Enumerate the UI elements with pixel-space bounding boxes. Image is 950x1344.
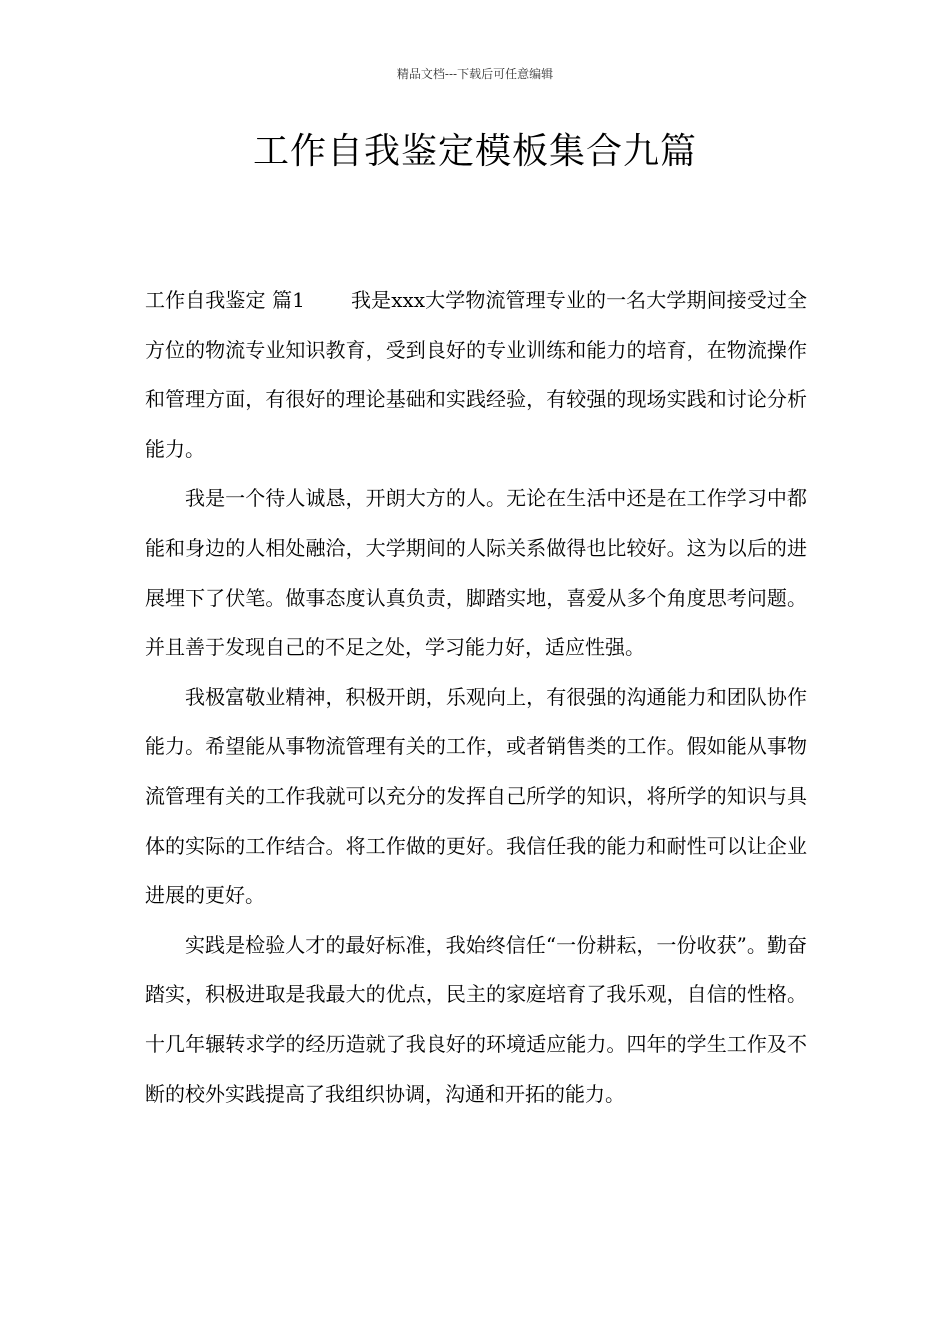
section-heading: 工作自我鉴定 篇1: [145, 288, 305, 312]
paragraph-4: 实践是检验人才的最好标准，我始终信任“一份耕耘，一份收获”。勤奋踏实，积极进取是我最大的优点，民主的家庭培育了我乐观，自信的性格。十几年辗转求学的经历造就了我良好的环境适应能力。四年的学生工作及不断的校外实践提高了我组织协调，沟通和开拓的能力。: [145, 932, 807, 1106]
document-body: [145, 276, 807, 1119]
paragraph-2: 我是一个待人诚恳，开朗大方的人。无论在生活中还是在工作学习中都能和身边的人相处融洽，大学期间的人际关系做得也比较好。这为以后的进展埋下了伏笔。做事态度认真负责，脚踏实地，喜爱从多个角度思考问题。并且善于发现自己的不足之处，学习能力好，适应性强。: [145, 486, 807, 660]
paragraph-1-text: 我是xxx大学物流管理专业的一名大学期间接受过全方位的物流专业知识教育，受到良好的专业训练和能力的培育，在物流操作和管理方面，有很好的理论基础和实践经验，有较强的现场实践和讨论分析能力。: [145, 288, 807, 461]
document-title: 工作自我鉴定模板集合九篇: [252, 131, 697, 172]
paragraph-1: [145, 276, 807, 474]
paragraph-3: 我极富敬业精神，积极开朗，乐观向上，有很强的沟通能力和团队协作能力。希望能从事物流管理有关的工作，或者销售类的工作。假如能从事物流管理有关的工作我就可以充分的发挥自己所学的知识，将所学的知识与具体的实际的工作结合。将工作做的更好。我信任我的能力和耐性可以让企业进展的更好。: [145, 684, 807, 908]
header-note: 精品文档---下载后可任意编辑: [396, 67, 554, 81]
